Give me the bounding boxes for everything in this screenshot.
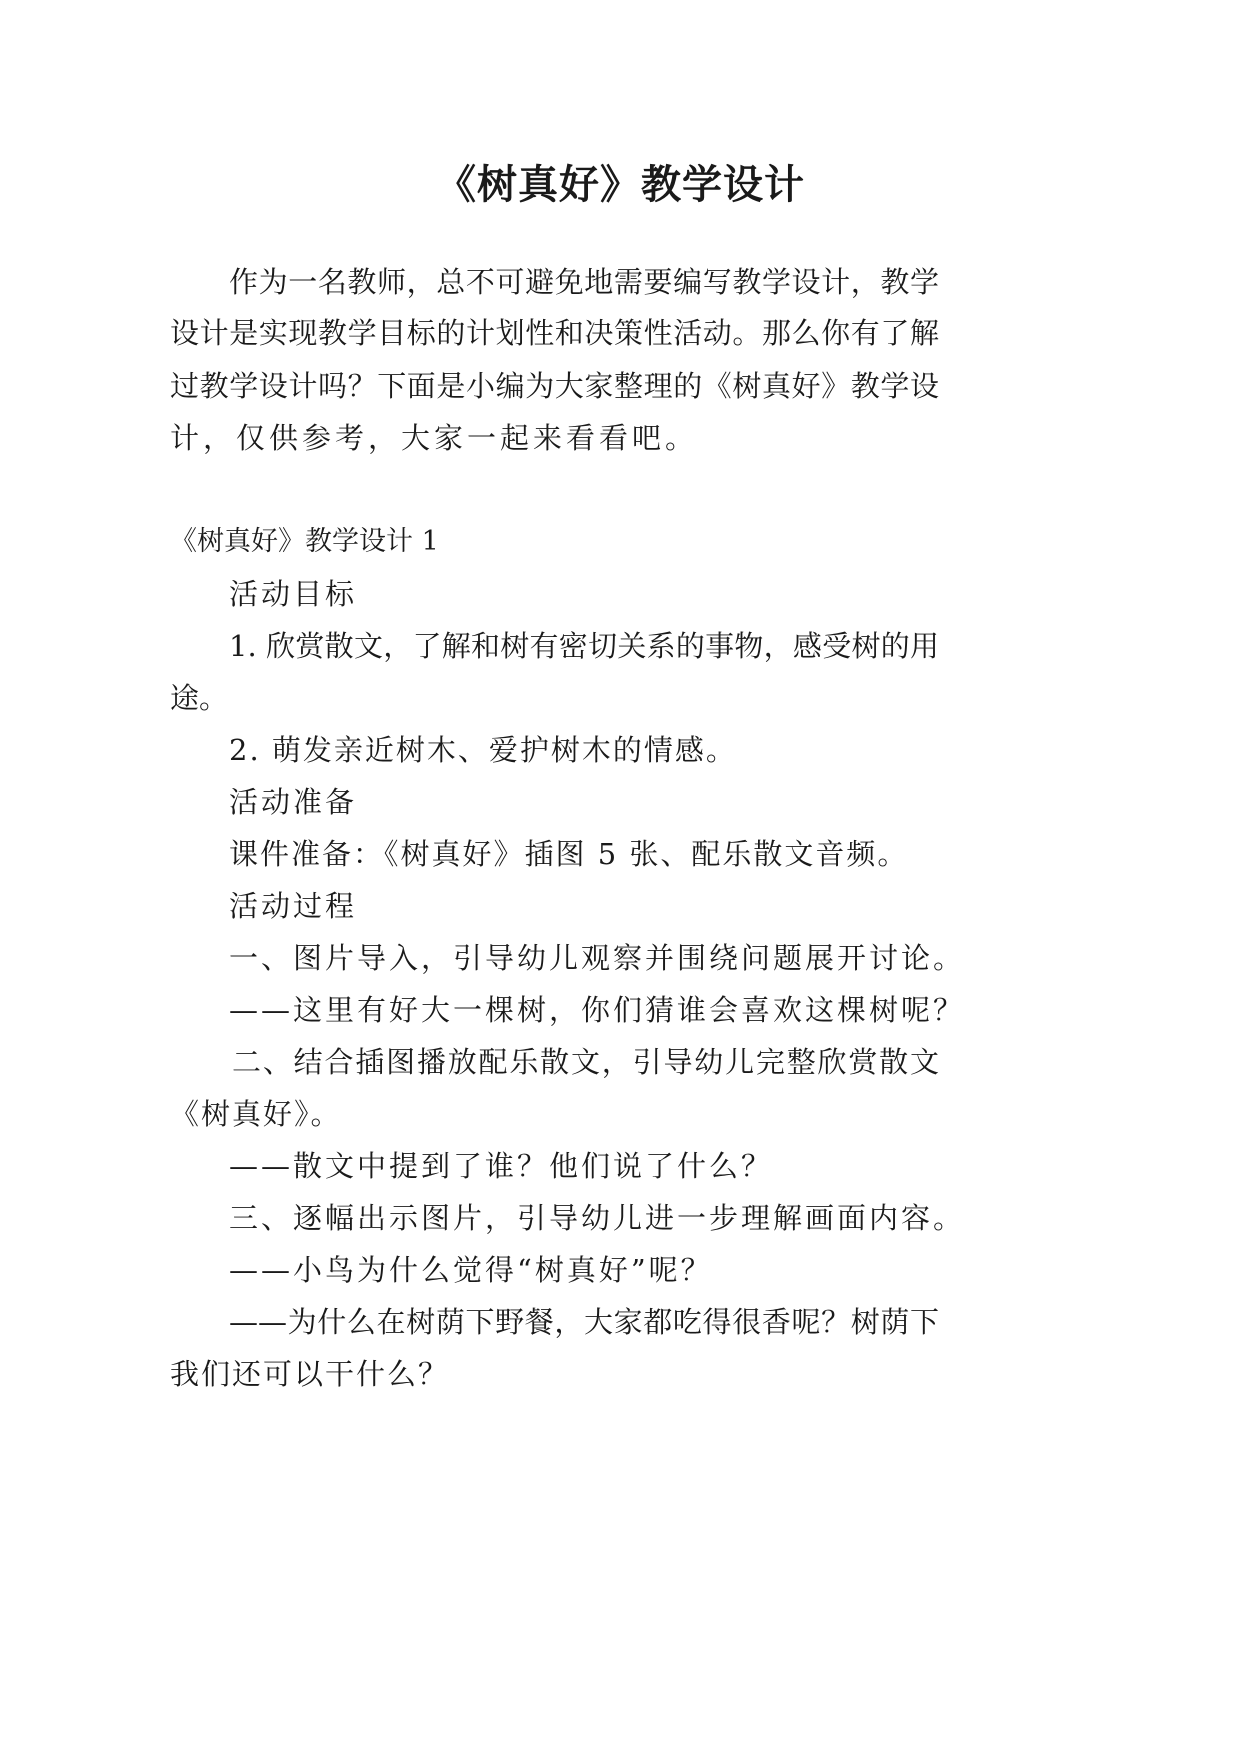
goal-1-line-1: 1. 欣赏散文，了解和树有密切关系的事物，感受树的用: [229, 629, 939, 663]
step-3-question-1: ——小鸟为什么觉得“树真好”呢？: [229, 1253, 713, 1287]
heading-activity-prep: 活动准备: [229, 785, 358, 819]
step-3-question-2-line-2: 我们还可以干什么？: [170, 1357, 450, 1391]
step-3: 三、逐幅出示图片，引导幼儿进一步理解画面内容。: [229, 1201, 966, 1235]
heading-activity-goals: 活动目标: [229, 577, 358, 611]
prep-materials: 课件准备：《树真好》插图 5 张、配乐散文音频。: [229, 837, 909, 871]
step-1-question: ——这里有好大一棵树，你们猜谁会喜欢这棵树呢？: [229, 993, 966, 1027]
document-title: 《树真好》教学设计: [436, 162, 805, 208]
step-2-question: ——散文中提到了谁？他们说了什么？: [229, 1149, 774, 1183]
intro-line-4: 计，仅供参考，大家一起来看看吧。: [170, 421, 699, 455]
goal-2: 2. 萌发亲近树木、爱护树木的情感。: [229, 733, 737, 767]
intro-line-1: 作为一名教师，总不可避免地需要编写教学设计，教学: [229, 265, 939, 299]
heading-activity-process: 活动过程: [229, 889, 358, 923]
step-2-line-2: 《树真好》。: [170, 1097, 342, 1131]
step-2-line-1: 二、结合插图播放配乐散文，引导幼儿完整欣赏散文: [232, 1045, 939, 1079]
goal-1-line-2: 途。: [170, 681, 229, 715]
section-heading: 《树真好》教学设计 1: [170, 526, 439, 557]
step-3-question-2-line-1: ——为什么在树荫下野餐，大家都吃得很香呢？树荫下: [229, 1305, 939, 1339]
intro-line-2: 设计是实现教学目标的计划性和决策性活动。那么你有了解: [170, 316, 939, 350]
step-1: 一、图片导入，引导幼儿观察并围绕问题展开讨论。: [229, 941, 966, 975]
intro-line-3: 过教学设计吗？下面是小编为大家整理的《树真好》教学设: [170, 369, 939, 403]
